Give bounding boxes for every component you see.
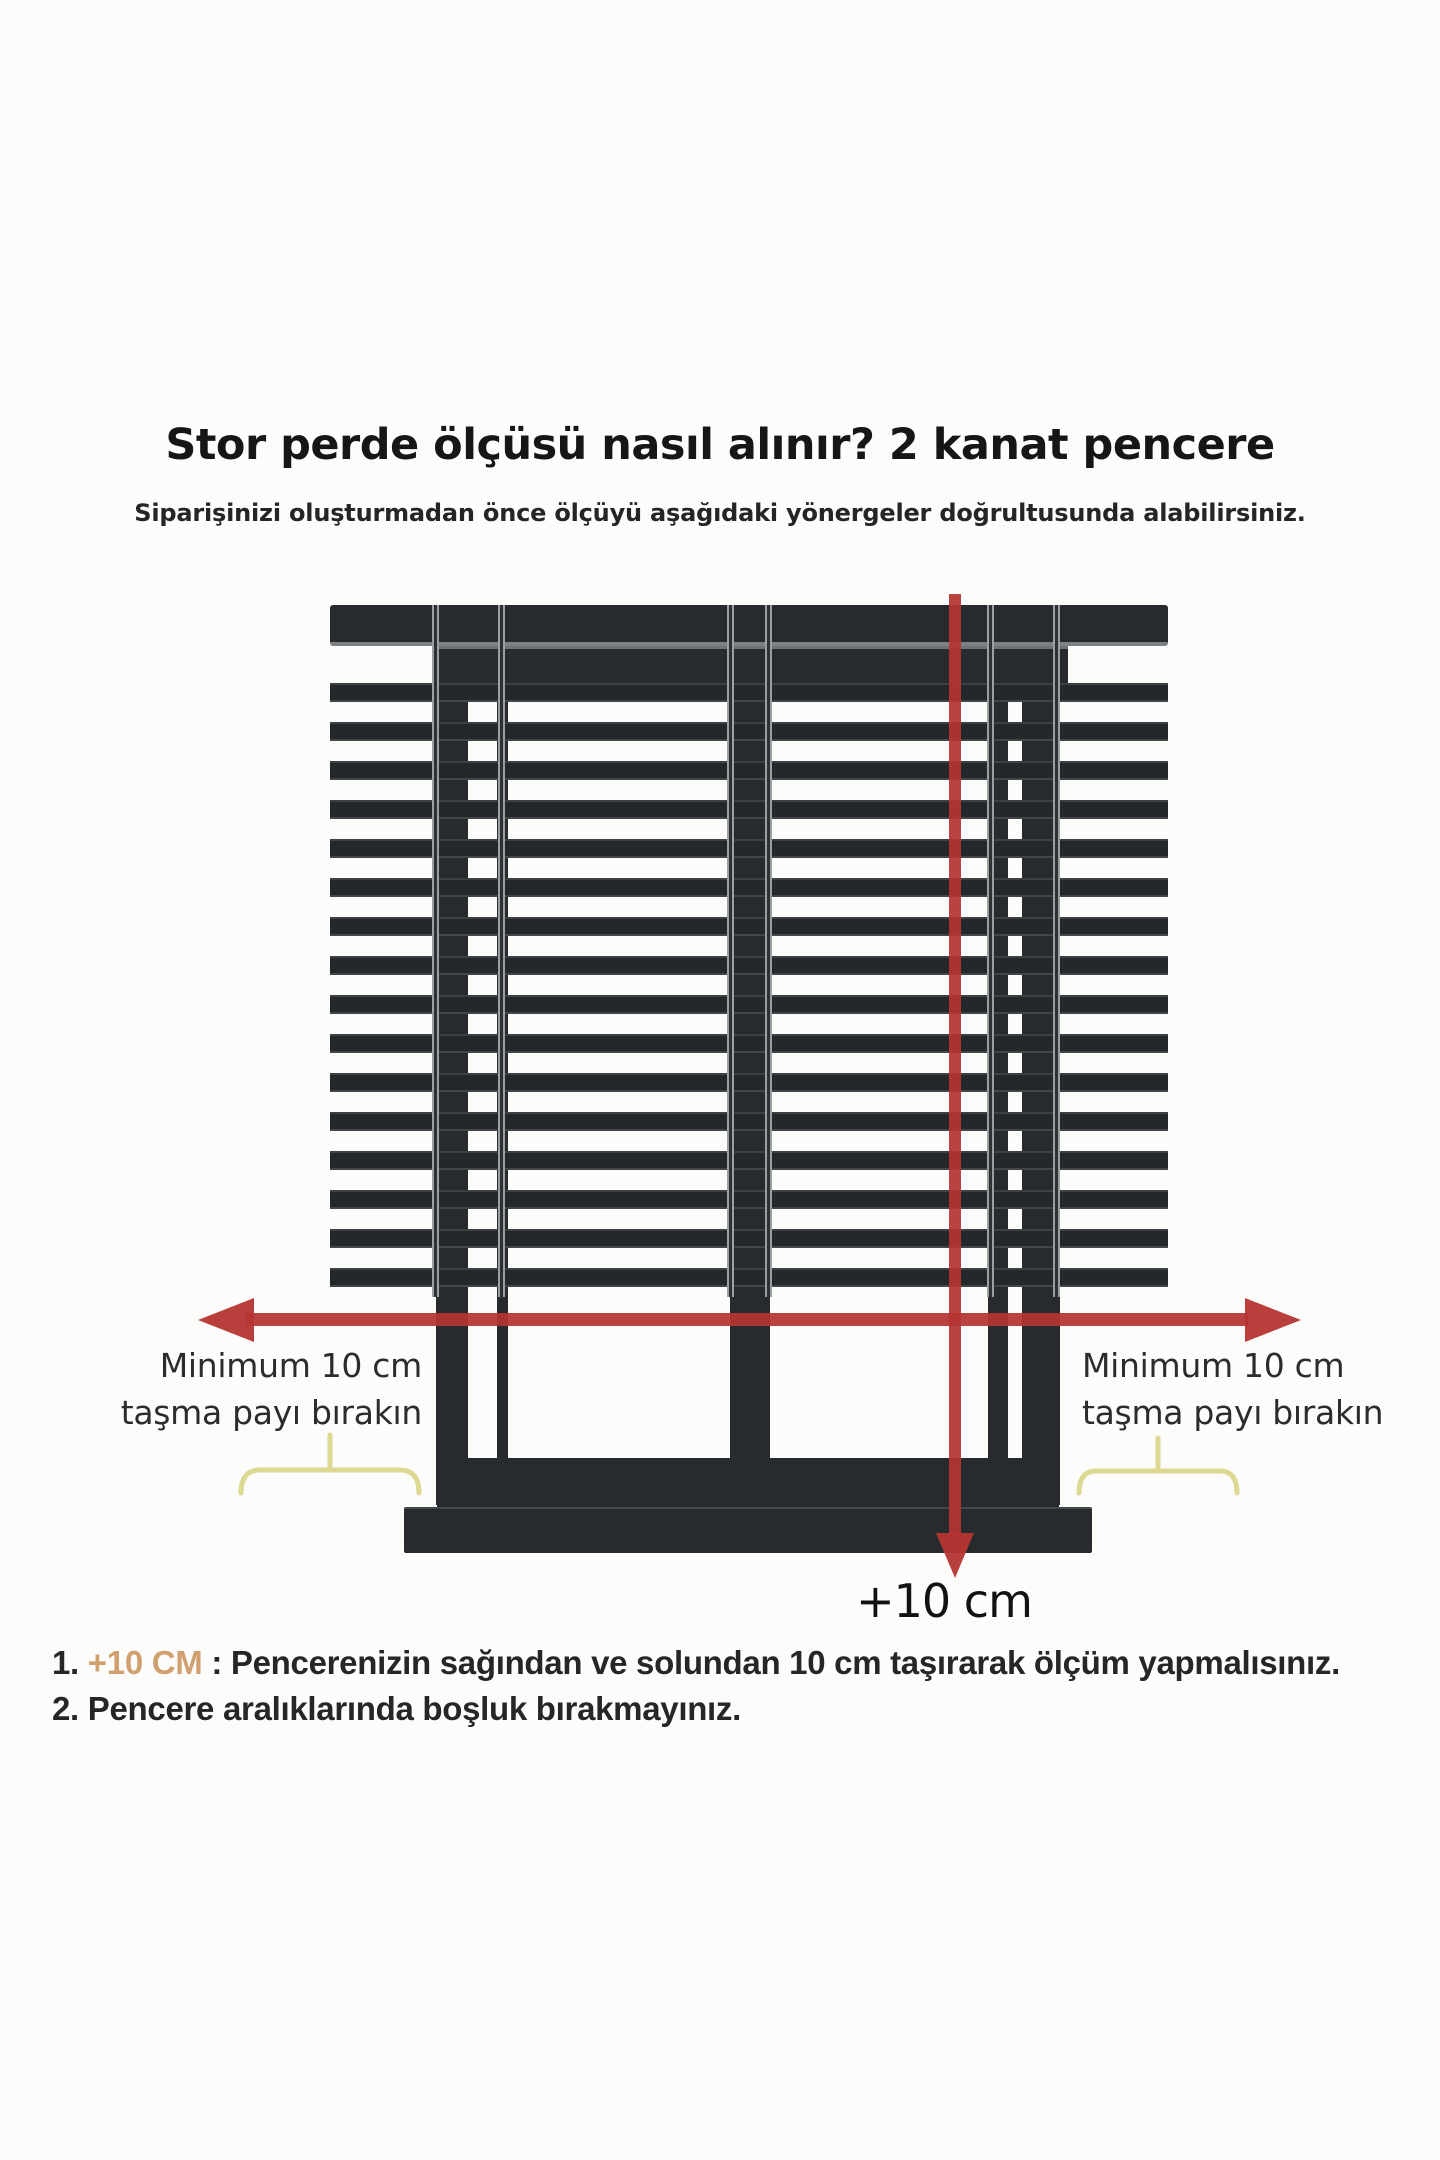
right-overflow-bracket-icon [1076,1434,1240,1498]
window-bottom-rail [437,1458,1059,1507]
left-overflow-label-line1: Minimum 10 cm [159,1346,422,1385]
instructions-list [52,1640,1412,1732]
page-subtitle: Siparişinizi oluşturmadan önce ölçüyü aşağıdaki yönergeler doğrultusunda alabilirsiniz. [134,499,1306,527]
frame-edge-line [765,605,772,1297]
width-measure-arrow [246,1313,1248,1326]
left-overflow-label [100,1342,422,1436]
instruction-item-1 [52,1640,1412,1686]
instruction-2-text: Pencere aralıklarında boşluk bırakmayınız. [78,1690,741,1727]
frame-edge-line [1053,605,1060,1297]
right-overflow-label [1082,1342,1422,1436]
blind-headrail [330,605,1168,646]
instruction-1-accent: +10 CM [87,1644,203,1681]
height-measure-arrowhead-icon [936,1533,974,1578]
instruction-2-number: 2. [52,1690,79,1727]
window-sill [404,1507,1092,1553]
instruction-1-text: : Pencerenizin sağından ve solundan 10 cm taşırarak ölçüm yapmalısınız. [202,1644,1340,1681]
width-measure-left-arrowhead-icon [198,1298,254,1342]
blind-slats [330,683,1168,1288]
right-overflow-label-line2: taşma payı bırakın [1082,1393,1384,1432]
height-measure-arrow [949,594,961,1535]
frame-edge-line [987,605,994,1297]
page-title: Stor perde ölçüsü nasıl alınır? 2 kanat pencere [165,420,1275,470]
right-overflow-label-line1: Minimum 10 cm [1082,1346,1345,1385]
frame-edge-line [727,605,734,1297]
left-overflow-bracket-icon [238,1430,422,1498]
frame-edge-line [432,605,439,1297]
height-overflow-value: +10 cm [856,1574,1032,1628]
width-measure-right-arrowhead-icon [1245,1298,1301,1342]
frame-edge-line [498,605,505,1297]
instruction-item-2 [52,1686,1412,1732]
instruction-1-number: 1. [52,1644,79,1681]
blind-top-stack [432,646,1068,683]
left-overflow-label-line2: taşma payı bırakın [120,1393,422,1432]
